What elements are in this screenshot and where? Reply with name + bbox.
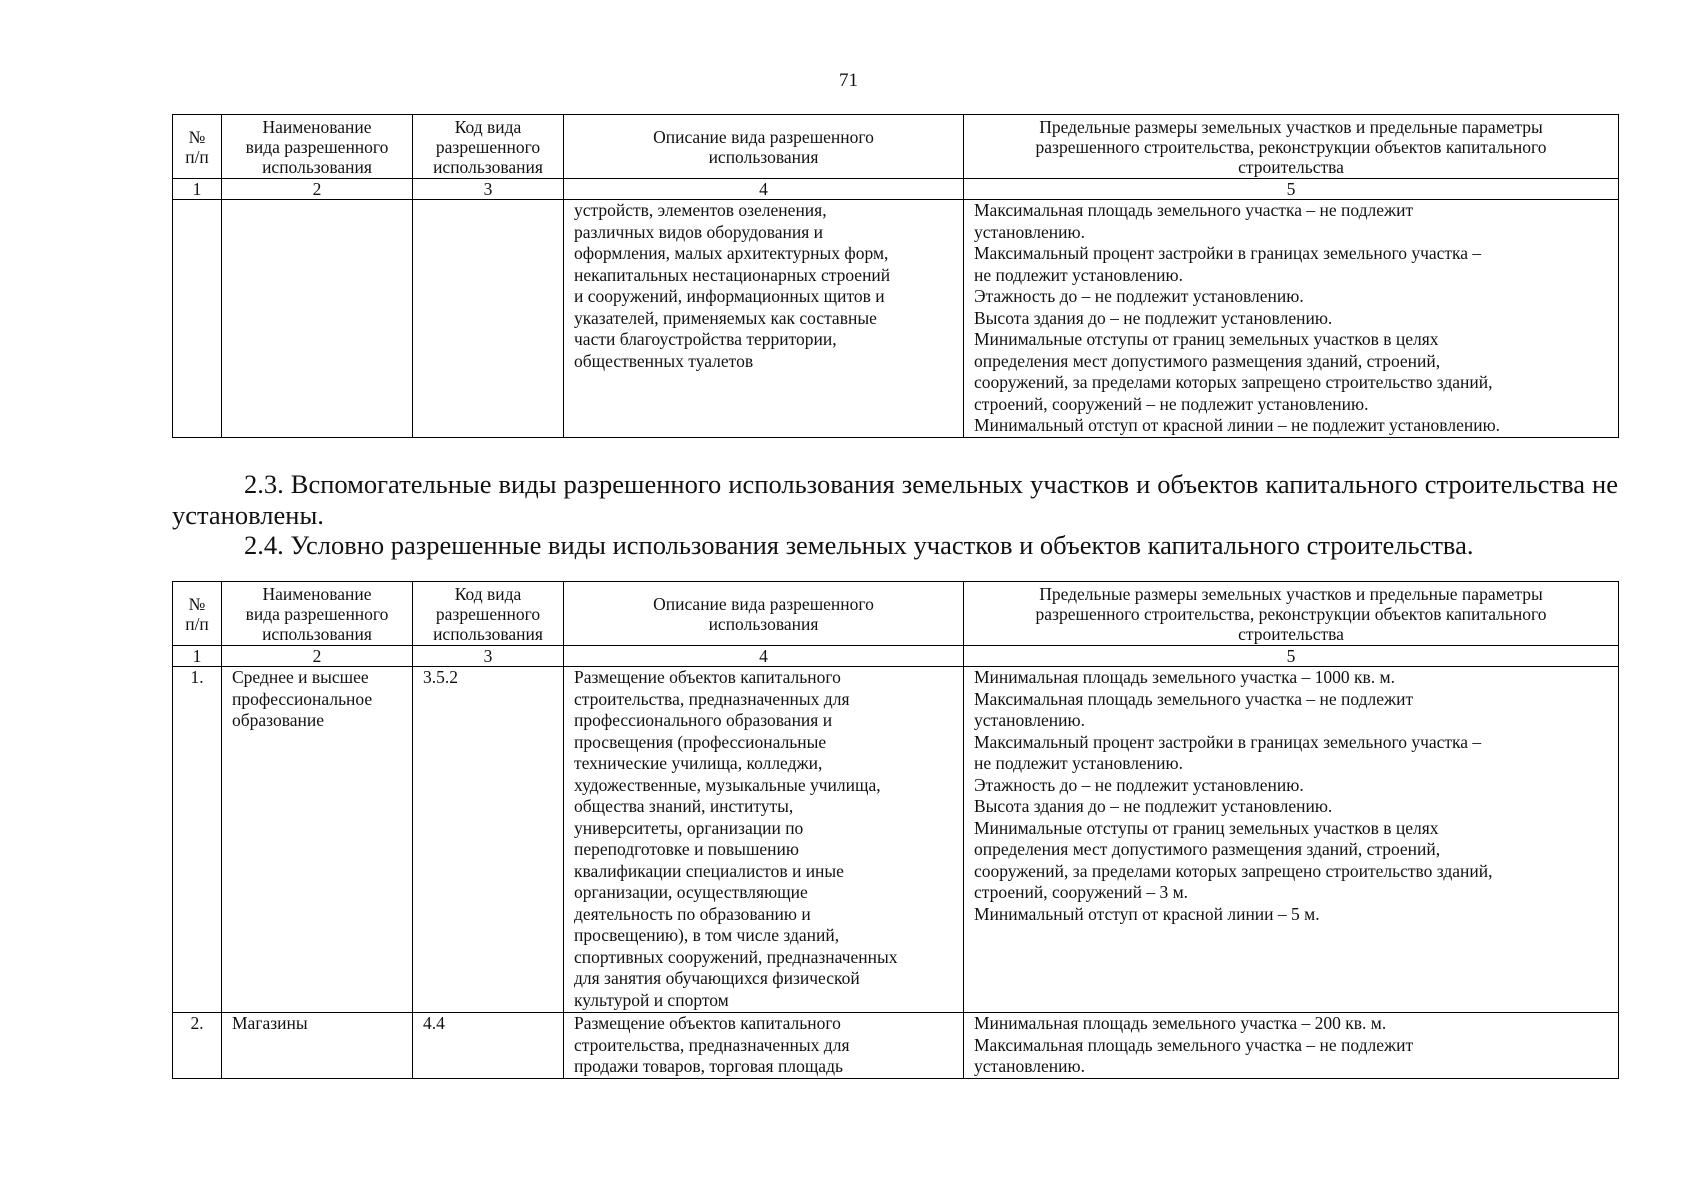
header-use-code: Код вида разрешенного использования <box>413 582 564 646</box>
row-use-code: 3.5.2 <box>413 667 564 1013</box>
header-use-code: Код вида разрешенного использования <box>413 115 564 179</box>
table-row <box>173 667 1619 1013</box>
column-number: 5 <box>964 179 1619 200</box>
row-use-code <box>413 200 564 438</box>
header-limit-params: Предельные размеры земельных участков и предельные параметры разрешенного строительства, реконструкции объектов капитального строительства <box>964 115 1619 179</box>
row-limit-params: Минимальная площадь земельного участка – 200 кв. м. Максимальная площадь земельного участка – не подлежит установлению. <box>964 1013 1619 1079</box>
table-header-row <box>173 115 1619 179</box>
row-use-description: устройств, элементов озеленения, различных видов оборудования и оформления, малых архитектурных форм, некапитальных нестационарных строений и сооружений, информационных щитов и указателей, применяемых как составные части благоустройства территории, общественных туалетов <box>564 200 964 438</box>
row-use-name: Среднее и высшее профессиональное образование <box>222 667 413 1013</box>
permitted-use-table-continued <box>172 114 1619 438</box>
row-number: 1. <box>173 667 222 1013</box>
column-number: 3 <box>413 646 564 667</box>
header-use-description: Описание вида разрешенного использования <box>564 115 964 179</box>
column-number: 5 <box>964 646 1619 667</box>
row-limit-params: Максимальная площадь земельного участка – не подлежит установлению. Максимальный процент застройки в границах земельного участка – не подлежит установлению. Этажность до – не подлежит установлению. Высота здания до – не подлежит установлению. Минимальные отступы от границ земельных участков в целях определения мест допустимого размещения зданий, строений, сооружений, за пределами которых запрещено строительство зданий, строений, сооружений – не подлежит установлению. Минимальный отступ от красной линии – не подлежит установлению. <box>964 200 1619 438</box>
column-number: 2 <box>222 179 413 200</box>
header-use-description: Описание вида разрешенного использования <box>564 582 964 646</box>
row-number <box>173 200 222 438</box>
column-number: 4 <box>564 179 964 200</box>
section-2-4-heading: 2.4. Условно разрешенные виды использования земельных участков и объектов капитального строительства. <box>244 530 1474 560</box>
column-number: 3 <box>413 179 564 200</box>
row-use-code: 4.4 <box>413 1013 564 1079</box>
table-header-row <box>173 582 1619 646</box>
column-numbers-row <box>173 646 1619 667</box>
column-number: 1 <box>173 179 222 200</box>
row-use-name: Магазины <box>222 1013 413 1079</box>
header-limit-params: Предельные размеры земельных участков и предельные параметры разрешенного строительства, реконструкции объектов капитального строительства <box>964 582 1619 646</box>
header-use-name: Наименование вида разрешенного использования <box>222 115 413 179</box>
column-number: 1 <box>173 646 222 667</box>
section-2-3-paragraph: 2.3. Вспомогательные виды разрешенного использования земельных участков и объектов капитального строительства не установлены. <box>172 469 1618 530</box>
header-number: № п/п <box>173 115 222 179</box>
header-number: № п/п <box>173 582 222 646</box>
column-number: 2 <box>222 646 413 667</box>
row-limit-params: Минимальная площадь земельного участка – 1000 кв. м. Максимальная площадь земельного участка – не подлежит установлению. Максимальный процент застройки в границах земельного участка – не подлежит установлению. Этажность до – не подлежит установлению. Высота здания до – не подлежит установлению. Минимальные отступы от границ земельных участков в целях определения мест допустимого размещения зданий, строений, сооружений, за пределами которых запрещено строительство зданий, строений, сооружений – 3 м. Минимальный отступ от красной линии – 5 м. <box>964 667 1619 1013</box>
row-use-description: Размещение объектов капитального строительства, предназначенных для профессионального образования и просвещения (профессиональные технические училища, колледжи, художественные, музыкальные училища, общества знаний, институты, университеты, организации по переподготовке и повышению квалификации специалистов и иные организации, осуществляющие деятельность по образованию и просвещению), в том числе зданий, спортивных сооружений, предназначенных для занятия обучающихся физической культурой и спортом <box>564 667 964 1013</box>
header-use-name: Наименование вида разрешенного использования <box>222 582 413 646</box>
row-use-name <box>222 200 413 438</box>
conditional-use-table <box>172 581 1619 1079</box>
column-numbers-row <box>173 179 1619 200</box>
table-row <box>173 1013 1619 1079</box>
row-number: 2. <box>173 1013 222 1079</box>
page-number: 71 <box>839 70 858 91</box>
table-row <box>173 200 1619 438</box>
column-number: 4 <box>564 646 964 667</box>
row-use-description: Размещение объектов капитального строительства, предназначенных для продажи товаров, торговая площадь <box>564 1013 964 1079</box>
